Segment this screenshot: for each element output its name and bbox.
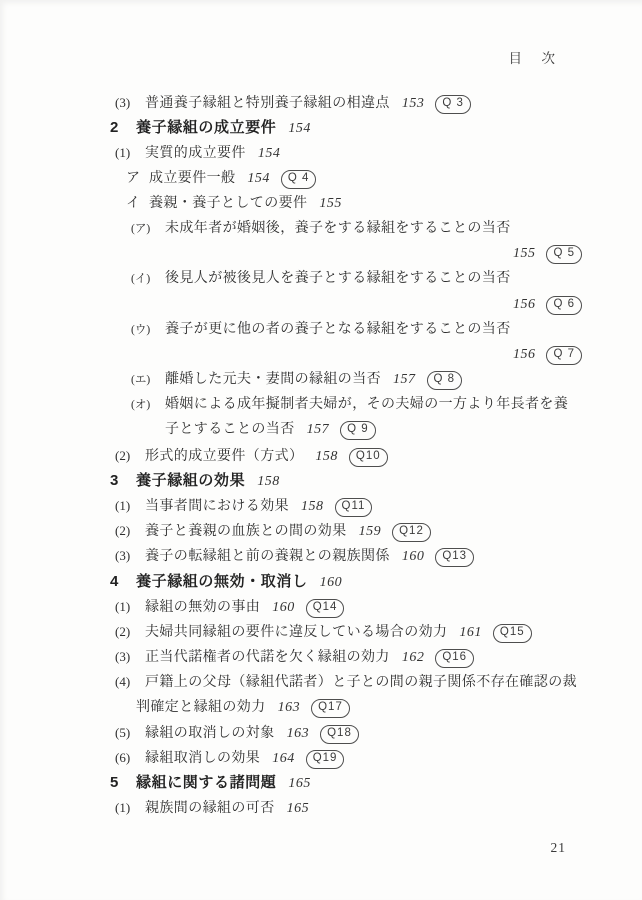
entry-label: (2) (115, 523, 131, 539)
toc-section-row (0, 770, 642, 795)
running-head: 目 次 (508, 51, 558, 66)
entry-label: (1) (115, 800, 131, 816)
entry-page-number: 153 (401, 96, 425, 111)
toc-entry-row (0, 720, 642, 745)
toc-entry-row (0, 745, 642, 770)
entry-text: 養親・養子としての要件 (149, 195, 308, 211)
entry-page-number: 158 (301, 499, 324, 514)
entry-text: 親族間の縁組の可否 (145, 801, 275, 817)
entry-text: 子とすることの当否 (165, 422, 295, 438)
toc-entry-row (0, 317, 642, 342)
entry-text: 養子が更に他の者の養子となる縁組をすることの当否 (165, 321, 511, 337)
toc-entry-row (0, 90, 642, 115)
q-badge: Q 6 (546, 296, 582, 315)
toc-entry-row (0, 266, 642, 291)
entry-label: 4 (110, 572, 119, 590)
entry-label: 5 (110, 774, 119, 792)
entry-text: 後見人が被後見人を養子とする縁組をすることの当否 (165, 271, 511, 287)
q-badge: Q 7 (546, 346, 582, 365)
q-badge: Q17 (311, 699, 350, 718)
entry-label: (5) (115, 724, 131, 740)
toc-section-row (0, 569, 642, 594)
entry-text: 縁組の無効の事由 (145, 599, 261, 615)
entry-page-number: 165 (286, 801, 310, 817)
entry-text: 養子の転縁組と前の養親との親族関係 (145, 549, 390, 565)
q-badge: Q 8 (427, 371, 463, 390)
entry-page-number: 158 (257, 473, 280, 489)
toc-entry-row (0, 619, 642, 644)
entry-label: (3) (115, 649, 131, 665)
entry-page-number: 160 (319, 574, 343, 590)
entry-page-number: 156 (512, 296, 536, 312)
entry-label: (1) (115, 145, 131, 161)
entry-label: (イ) (131, 273, 151, 286)
toc-section-row (0, 468, 642, 493)
entry-text: 縁組取消しの効果 (145, 750, 261, 766)
entry-label: (6) (115, 749, 131, 765)
entry-label: (ウ) (131, 323, 151, 336)
toc-section-row (0, 115, 642, 140)
toc-entry-row (0, 392, 642, 417)
entry-page-number: 160 (401, 549, 425, 565)
entry-text: 縁組に関する諸問題 (136, 774, 277, 792)
q-badge: Q10 (349, 448, 388, 467)
entry-label: (3) (115, 548, 131, 564)
q-badge: Q13 (435, 548, 474, 567)
toc-entry-row (0, 543, 642, 568)
entry-text: 判確定と縁組の効力 (136, 699, 266, 715)
entry-label: (2) (115, 447, 131, 463)
toc-entry-row (0, 140, 642, 165)
entry-text: 婚姻による成年擬制者夫婦が，その夫婦の一方より年長者を養 (165, 397, 569, 413)
entry-label: (1) (115, 498, 131, 513)
entry-page-number: 157 (306, 422, 330, 438)
toc-entry-continuation-row (0, 695, 642, 720)
q-badge: Q 4 (281, 170, 317, 189)
entry-label: イ (126, 195, 140, 211)
entry-text: 縁組の取消しの対象 (145, 725, 275, 741)
entry-page-number: 163 (277, 699, 301, 715)
entry-text: 養子縁組の成立要件 (136, 119, 277, 137)
toc-entry-row (0, 518, 642, 543)
toc-entry-row (0, 367, 642, 392)
entry-page-number: 155 (512, 246, 536, 262)
entry-page-number: 159 (358, 524, 382, 540)
entry-text: 戸籍上の父母（縁組代諾者）と子との間の親子関係不存在確認の裁 (145, 675, 577, 691)
entry-text: 離婚した元夫・妻間の縁組の当否 (165, 372, 381, 388)
entry-text: 普通養子縁組と特別養子縁組の相違点 (145, 96, 390, 111)
entry-page-number: 154 (257, 146, 281, 162)
entry-text: 夫婦共同縁組の要件に違反している場合の効力 (145, 624, 448, 640)
entry-text: 養子と養親の血族との間の効果 (145, 524, 347, 540)
toc-entry-row (0, 443, 642, 468)
toc-entry-row (0, 191, 642, 216)
toc-entry-row (0, 669, 642, 694)
toc-entry-row (0, 166, 642, 191)
q-badge: Q14 (306, 599, 345, 618)
q-badge: Q 9 (340, 421, 376, 440)
entry-text: 実質的成立要件 (145, 146, 246, 162)
entry-text: 未成年者が婚姻後，養子をする縁組をすることの当否 (165, 220, 511, 236)
entry-page-number: 156 (512, 346, 536, 362)
entry-text: 正当代諾権者の代諾を欠く縁組の効力 (145, 650, 390, 666)
entry-label: 3 (110, 471, 119, 489)
entry-label: (1) (115, 598, 131, 614)
toc-entry-pageline-row (0, 241, 642, 266)
entry-label: (エ) (131, 374, 151, 387)
entry-page-number: 154 (247, 170, 270, 186)
q-badge: Q16 (435, 649, 474, 668)
entry-page-number: 155 (319, 195, 342, 211)
toc-entry-row (0, 795, 642, 820)
toc-entry-row (0, 216, 642, 241)
q-badge: Q 3 (435, 95, 471, 114)
q-badge: Q19 (306, 750, 345, 769)
toc-list (0, 90, 642, 820)
toc-entry-row (0, 493, 642, 518)
entry-text: 養子縁組の効果 (136, 471, 246, 489)
entry-label: (3) (115, 95, 131, 110)
entry-page-number: 160 (272, 599, 295, 615)
entry-label: (オ) (131, 399, 151, 412)
entry-text: 養子縁組の無効・取消し (136, 572, 308, 590)
entry-page-number: 158 (315, 448, 338, 464)
q-badge: Q11 (335, 498, 373, 517)
entry-page-number: 161 (459, 624, 482, 640)
entry-label: (2) (115, 623, 131, 639)
entry-text: 形式的成立要件（方式） (145, 448, 304, 464)
toc-entry-pageline-row (0, 342, 642, 367)
entry-page-number: 163 (286, 725, 310, 741)
entry-page-number: 165 (288, 776, 311, 792)
entry-label: 2 (110, 119, 119, 137)
entry-text: 成立要件一般 (149, 170, 236, 186)
entry-label: (4) (115, 674, 131, 690)
entry-page-number: 154 (288, 121, 311, 137)
toc-entry-row (0, 594, 642, 619)
entry-page-number: 162 (401, 650, 425, 666)
toc-entry-row (0, 644, 642, 669)
entry-label: (ア) (131, 222, 151, 235)
q-badge: Q 5 (546, 245, 582, 264)
toc-entry-pageline-row (0, 292, 642, 317)
q-badge: Q18 (320, 725, 359, 744)
toc-entry-continuation-row (0, 417, 642, 442)
entry-text: 当事者間における効果 (145, 499, 289, 514)
entry-label: ア (126, 170, 140, 186)
q-badge: Q12 (392, 523, 431, 542)
entry-page-number: 164 (272, 750, 295, 766)
folio-page-number: 21 (550, 840, 566, 855)
q-badge: Q15 (493, 624, 532, 643)
entry-page-number: 157 (393, 372, 416, 388)
